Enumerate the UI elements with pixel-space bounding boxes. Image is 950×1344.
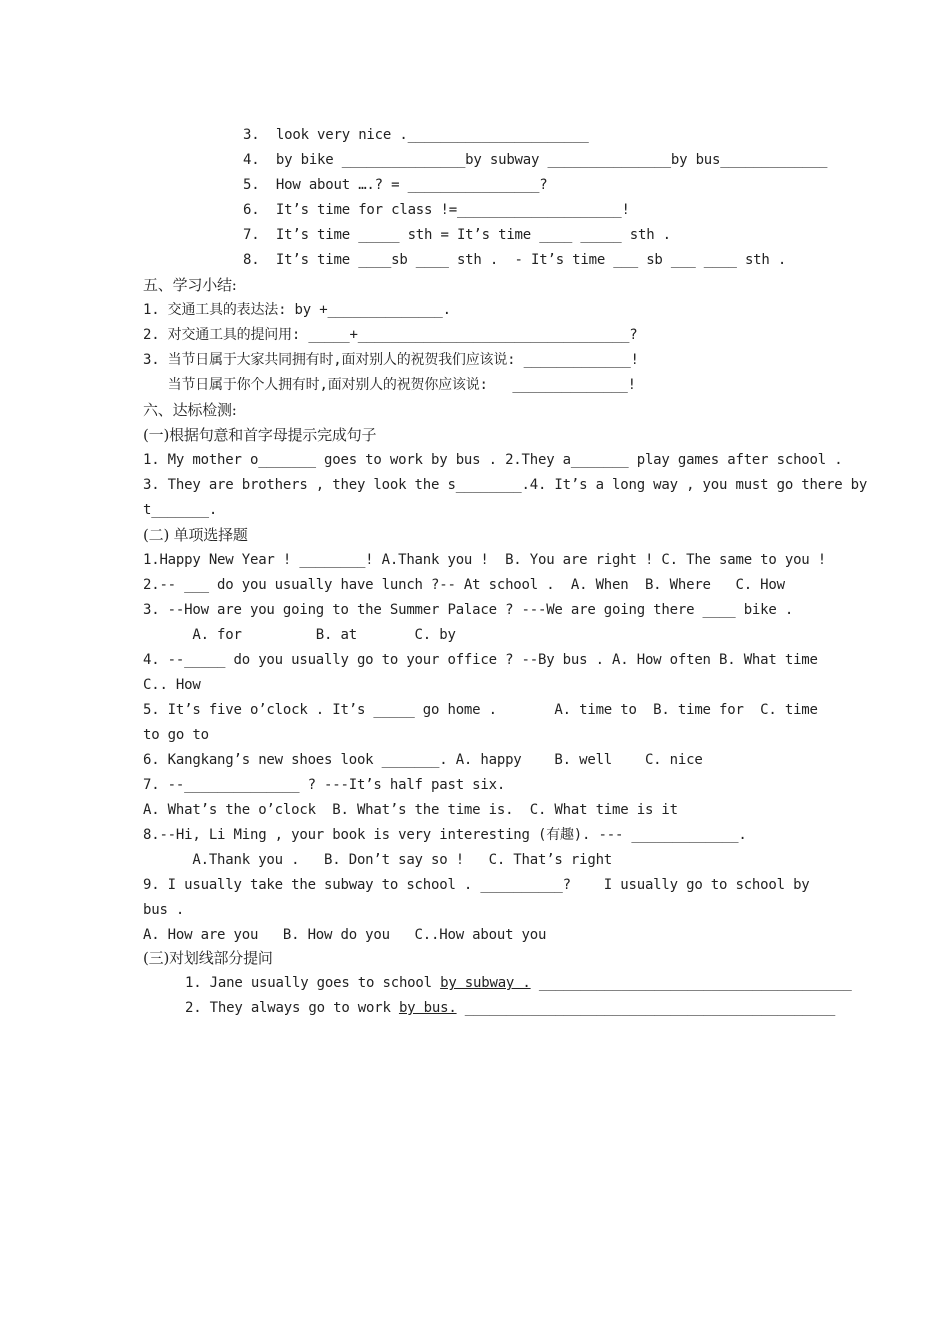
phrase-item-5: 5. How about ….? = ________________?	[243, 177, 548, 193]
part1-heading: (一)根据句意和首字母提示完成句子	[143, 426, 377, 444]
question-item-2-pre: 2. They always go to work	[185, 1000, 399, 1016]
mcq-line-12: 8.--Hi, Li Ming , your book is very interesting (有趣). --- _____________.	[143, 827, 747, 843]
phrase-item-8: 8. It’s time ____sb ____ sth . - It’s time ___ sb ___ ____ sth .	[243, 252, 787, 268]
mcq-line-15: bus .	[143, 902, 185, 918]
mcq-line-8: to go to	[143, 727, 209, 743]
question-item-1-pre: 1. Jane usually goes to school	[185, 975, 441, 991]
mcq-line-6: C.. How	[143, 677, 201, 693]
mcq-line-13: A.Thank you . B. Don’t say so ! C. That’s right	[143, 852, 613, 868]
question-item-1-post: ______________________________________	[530, 975, 852, 991]
phrase-item-6: 6. It’s time for class !=____________________!	[243, 202, 630, 218]
part3-heading: (三)对划线部分提问	[143, 949, 273, 967]
question-item-1-underlined: by subway .	[440, 975, 531, 991]
part2-heading: (二) 单项选择题	[143, 526, 248, 544]
section5-heading: 五、学习小结:	[143, 276, 237, 294]
phrase-item-4: 4. by bike _______________by subway _______________by bus_____________	[243, 152, 828, 168]
mcq-line-5: 4. --_____ do you usually go to your office ? --By bus . A. How often B. What time	[143, 652, 818, 668]
mcq-line-11: A. What’s the o’clock B. What’s the time is. C. What time is it	[143, 802, 678, 818]
mcq-line-10: 7. --______________ ? ---It’s half past six.	[143, 777, 506, 793]
summary-item-3: 3. 当节日属于大家共同拥有时,面对别人的祝贺我们应该说: _____________!	[143, 352, 639, 368]
mcq-line-16: A. How are you B. How do you C..How about you	[143, 927, 547, 943]
mcq-line-2: 2.-- ___ do you usually have lunch ?-- At school . A. When B. Where C. How	[143, 577, 785, 593]
part1-line-2: 3. They are brothers , they look the s________.4. It’s a long way , you must go there by	[143, 477, 868, 493]
section6-heading: 六、达标检测:	[143, 401, 237, 419]
mcq-line-7: 5. It’s five o’clock . It’s _____ go home . A. time to B. time for C. time	[143, 702, 818, 718]
mcq-line-3: 3. --How are you going to the Summer Palace ? ---We are going there ____ bike .	[143, 602, 794, 618]
mcq-line-1: 1.Happy New Year ! ________! A.Thank you ! B. You are right ! C. The same to you !	[143, 552, 826, 568]
question-item-2-underlined: by bus.	[398, 1000, 457, 1016]
phrase-item-7: 7. It’s time _____ sth = It’s time ____ _____ sth .	[243, 227, 671, 243]
question-item-2	[185, 996, 950, 1021]
summary-item-3b: 当节日属于你个人拥有时,面对别人的祝贺你应该说: ______________!	[143, 377, 636, 393]
mcq-line-9: 6. Kangkang’s new shoes look _______. A. happy B. well C. nice	[143, 752, 703, 768]
question-item-1	[185, 971, 950, 996]
part1-line-3: t_______.	[143, 502, 218, 518]
mcq-line-14: 9. I usually take the subway to school . __________? I usually go to school by	[143, 877, 810, 893]
mcq-line-4: A. for B. at C. by	[143, 627, 456, 643]
part1-line-1: 1. My mother o_______ goes to work by bus . 2.They a_______ play games after school .	[143, 452, 843, 468]
question-item-2-post: _____________________________________________	[456, 1000, 836, 1016]
summary-item-2: 2. 对交通工具的提问用: _____+_________________________________?	[143, 327, 638, 343]
summary-item-1: 1. 交通工具的表达法: by +______________.	[143, 302, 451, 318]
phrase-item-3: 3. look very nice .______________________	[243, 127, 589, 143]
